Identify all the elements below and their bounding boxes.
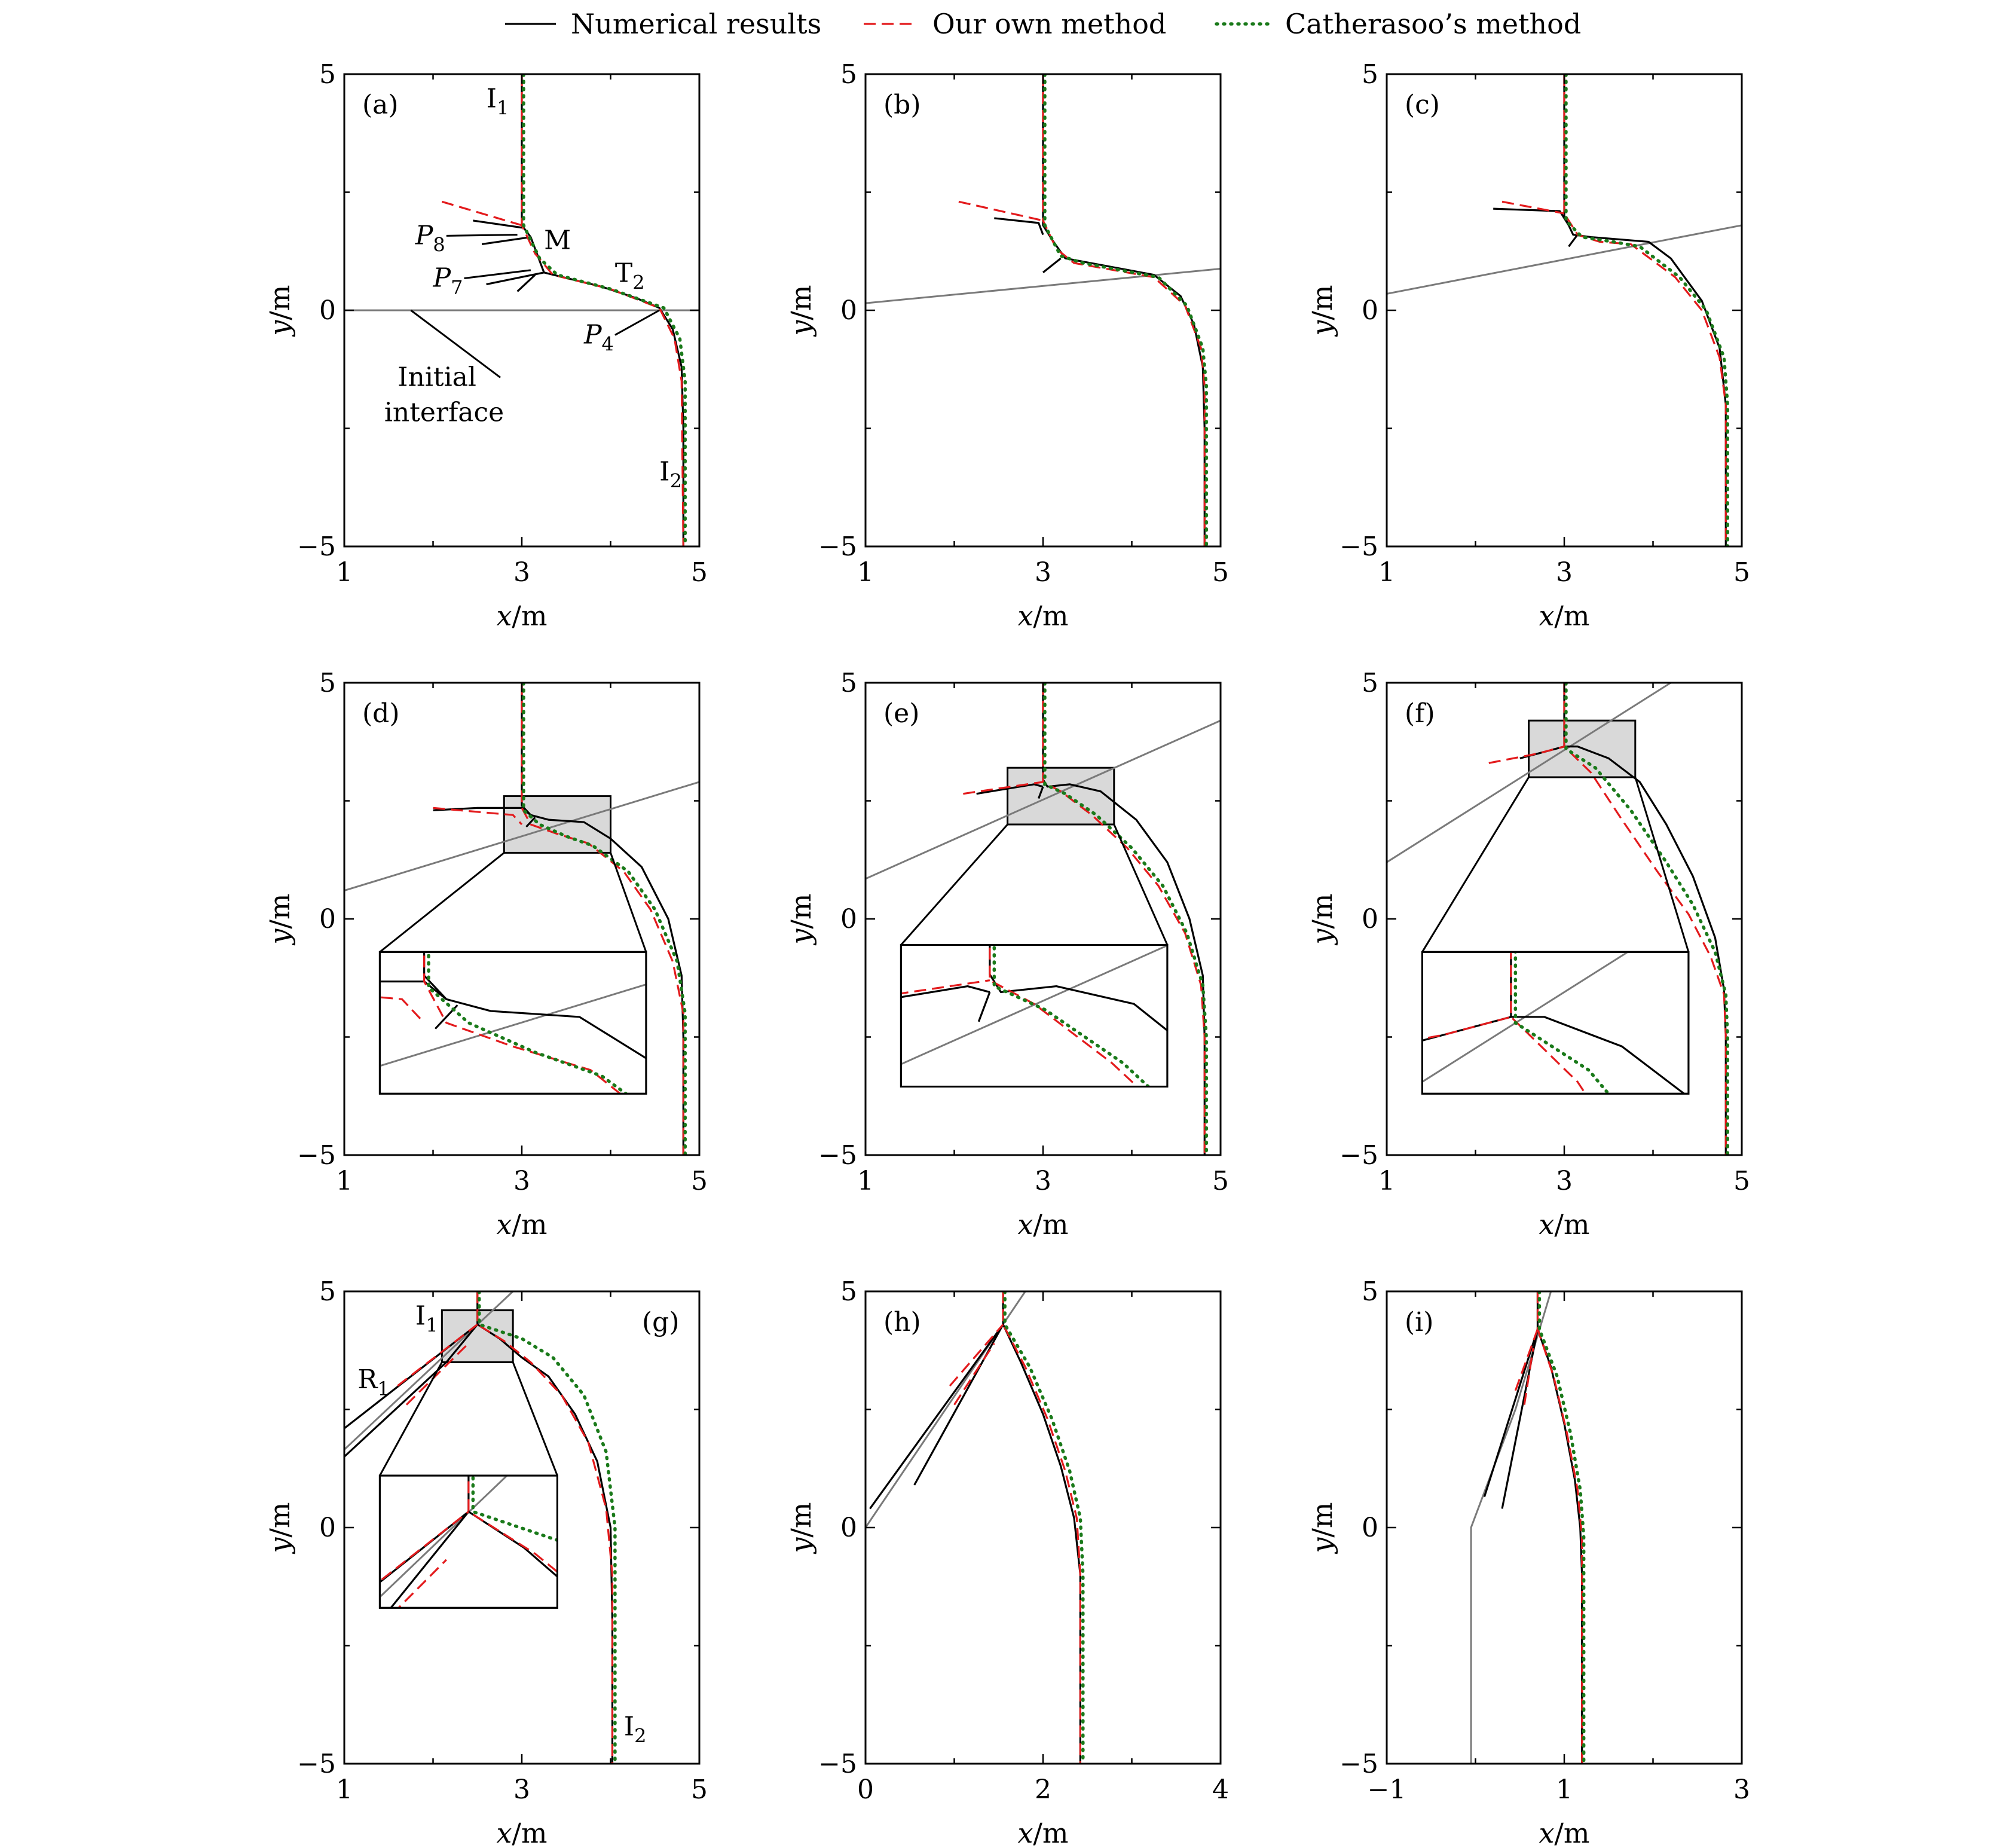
plot-area-b: [866, 74, 1221, 546]
series-ours-g-2: [406, 1343, 469, 1405]
panel-g: [136, 1276, 812, 1848]
x-axis-label-h: x/m: [1017, 1817, 1069, 1848]
series-numerical-c-2: [1568, 235, 1577, 247]
x-tick-label-b-1: 3: [1035, 557, 1051, 588]
y-tick-label-f-0: 5: [1362, 668, 1378, 698]
plot-area-i: [1471, 1291, 1584, 1764]
x-axis-label-c: x/m: [1539, 600, 1590, 632]
series-numerical-i-2: [1502, 1329, 1537, 1508]
y-tick-label-i-2: −5: [1340, 1749, 1378, 1779]
y-tick-label-b-0: 5: [840, 59, 857, 90]
x-tick-label-c-2: 5: [1733, 557, 1750, 588]
y-tick-label-g-0: 5: [319, 1276, 336, 1307]
annotation-a-4: $T_2$: [614, 258, 645, 294]
x-axis-label-f: x/m: [1539, 1208, 1590, 1241]
plot-area-c: [1387, 74, 1742, 546]
series-ours-c-0: [1564, 74, 1726, 546]
panel-label-b: (b): [883, 90, 921, 120]
inset-connector-right-e: [1114, 824, 1167, 945]
plot-area-f: [1067, 683, 1919, 1848]
panels: [0, 59, 1919, 1848]
x-axis-label-d: x/m: [496, 1208, 548, 1241]
panel-a: [264, 59, 708, 632]
x-tick-label-b-2: 5: [1212, 557, 1229, 588]
y-tick-label-d-0: 5: [319, 668, 336, 698]
x-tick-label-e-1: 3: [1035, 1166, 1051, 1196]
x-axis-label-a: x/m: [496, 600, 548, 632]
plot-area-a: [344, 74, 699, 546]
x-tick-label-a-1: 3: [513, 557, 530, 588]
plot-area-e: [546, 683, 1433, 1848]
y-tick-label-h-0: 5: [840, 1276, 857, 1307]
y-tick-label-g-2: −5: [297, 1749, 336, 1779]
series-catherasoo-c-0: [1566, 74, 1727, 546]
x-tick-label-f-0: 1: [1378, 1166, 1395, 1196]
x-axis-label-g: x/m: [496, 1817, 548, 1848]
series-numerical-d-inset-0: [424, 668, 828, 1848]
series-catherasoo-i-0: [1539, 1291, 1583, 1764]
series-ours-h-0: [1003, 1291, 1080, 1764]
series-numerical-h-2: [915, 1324, 1004, 1485]
series-numerical-h-1: [870, 1324, 1003, 1508]
y-tick-label-a-0: 5: [319, 59, 336, 90]
y-axis-label-f: y/m: [1306, 893, 1338, 945]
x-tick-label-g-0: 1: [336, 1774, 353, 1805]
series-numerical-b-0: [1043, 74, 1204, 546]
panel-label-g: (g): [642, 1307, 680, 1337]
y-tick-label-i-1: 0: [1362, 1513, 1378, 1543]
annotation-g-0: $I_1$: [415, 1300, 438, 1337]
plot-area-h: [866, 1291, 1083, 1764]
y-tick-label-c-2: −5: [1340, 532, 1378, 562]
axes-frame-i: [1387, 1291, 1742, 1764]
series-numerical-b-1: [994, 218, 1043, 235]
annotation-g-2: $I_2$: [623, 1711, 647, 1748]
y-tick-label-c-0: 5: [1362, 59, 1378, 90]
series-ours-b-0: [1043, 74, 1204, 546]
legend-label-ours: Our own method: [932, 8, 1167, 40]
x-tick-label-i-2: 3: [1733, 1774, 1750, 1805]
x-tick-label-g-1: 3: [513, 1774, 530, 1805]
x-tick-label-d-2: 5: [691, 1166, 708, 1196]
y-axis-label-c: y/m: [1306, 285, 1338, 336]
inset-content-e: [546, 732, 1433, 1848]
interface-line-i: [1471, 1291, 1551, 1764]
inset-connector-right-d: [611, 853, 646, 952]
y-tick-label-c-1: 0: [1362, 295, 1378, 326]
x-axis-label-b: x/m: [1017, 600, 1069, 632]
series-ours-d-inset-0: [424, 668, 828, 1848]
x-tick-label-e-0: 1: [857, 1166, 874, 1196]
panel-d: [0, 668, 868, 1848]
x-tick-label-h-2: 4: [1212, 1774, 1229, 1805]
panel-label-i: (i): [1405, 1307, 1434, 1337]
annotation-a-8: $I_2$: [659, 456, 682, 493]
series-ours-h-1: [950, 1324, 1003, 1386]
panel-e: [546, 668, 1433, 1848]
x-tick-label-c-0: 1: [1378, 557, 1395, 588]
x-axis-label-i: x/m: [1539, 1817, 1590, 1848]
panel-label-h: (h): [883, 1307, 921, 1337]
x-tick-label-d-1: 3: [513, 1166, 530, 1196]
y-tick-label-b-1: 0: [840, 295, 857, 326]
x-tick-label-f-2: 5: [1733, 1166, 1750, 1196]
inset-interface-line-e: [546, 827, 1433, 1223]
x-tick-label-f-1: 3: [1556, 1166, 1573, 1196]
annotation-a-0: $I_1$: [486, 83, 509, 120]
y-tick-label-f-1: 0: [1362, 904, 1378, 934]
annotation-leader-a-5: [615, 310, 659, 335]
series-numerical-b-2: [1043, 258, 1061, 273]
x-tick-label-c-1: 3: [1556, 557, 1573, 588]
inset-box-f: [1422, 952, 1689, 1093]
inset-content-d: [0, 668, 868, 1848]
axes-frame-h: [866, 1291, 1221, 1764]
x-tick-label-a-2: 5: [691, 557, 708, 588]
zoom-box-d: [504, 796, 610, 853]
inset-connector-left-e: [901, 824, 1007, 945]
y-tick-label-e-1: 0: [840, 904, 857, 934]
y-tick-label-g-1: 0: [319, 1513, 336, 1543]
y-tick-label-h-2: −5: [818, 1749, 857, 1779]
series-ours-h-2: [955, 1343, 995, 1405]
panel-label-c: (c): [1405, 90, 1440, 120]
annotation-g-1: $R_1$: [357, 1364, 390, 1400]
inset-connector-right-f: [1635, 777, 1689, 952]
series-ours-b-1: [959, 201, 1043, 221]
annotation-a-2: M: [544, 225, 571, 256]
panel-b: [785, 59, 1229, 632]
annotation-a-1: $P_8$: [415, 220, 445, 256]
y-tick-label-h-1: 0: [840, 1513, 857, 1543]
inset-connector-left-d: [380, 853, 504, 952]
x-tick-label-i-0: −1: [1367, 1774, 1406, 1805]
legend-label-catherasoo: Catherasoo’s method: [1285, 8, 1582, 40]
legend: [505, 8, 1581, 40]
y-tick-label-e-0: 5: [840, 668, 857, 698]
annotation-a-7: interface: [384, 397, 504, 428]
x-tick-label-i-1: 1: [1556, 1774, 1573, 1805]
x-tick-label-h-1: 2: [1035, 1774, 1051, 1805]
y-axis-label-d: y/m: [264, 893, 296, 945]
y-tick-label-i-0: 5: [1362, 1276, 1378, 1307]
inset-connector-left-f: [1422, 777, 1528, 952]
annotation-a-5: $P_4$: [583, 319, 614, 356]
y-axis-label-g: y/m: [264, 1502, 296, 1553]
series-catherasoo-h-0: [1005, 1291, 1083, 1764]
y-tick-label-d-1: 0: [319, 904, 336, 934]
x-axis-label-e: x/m: [1017, 1208, 1069, 1241]
y-tick-label-a-1: 0: [319, 295, 336, 326]
panel-label-a: (a): [362, 90, 399, 120]
legend-label-numerical: Numerical results: [571, 8, 822, 40]
y-axis-label-i: y/m: [1306, 1502, 1338, 1553]
panel-h: [785, 1276, 1229, 1848]
y-axis-label-a: y/m: [264, 285, 296, 336]
inset-interface-line-g: [136, 1428, 557, 1831]
panel-f: [1067, 668, 1919, 1848]
series-numerical-h-0: [1003, 1291, 1080, 1764]
series-numerical-i-1: [1484, 1329, 1537, 1496]
x-tick-label-d-0: 1: [336, 1166, 353, 1196]
y-axis-label-b: y/m: [785, 285, 817, 336]
series-ours-g-inset-2: [291, 1560, 447, 1716]
y-tick-label-b-2: −5: [818, 532, 857, 562]
x-tick-label-h-0: 0: [857, 1774, 874, 1805]
y-tick-label-d-2: −5: [297, 1140, 336, 1171]
y-axis-label-e: y/m: [785, 893, 817, 945]
series-numerical-a-2: [482, 237, 531, 245]
x-tick-label-g-2: 5: [691, 1774, 708, 1805]
y-tick-label-f-2: −5: [1340, 1140, 1378, 1171]
plot-area-d: [0, 668, 868, 1848]
series-ours-i-0: [1537, 1291, 1582, 1764]
panel-label-f: (f): [1405, 698, 1435, 729]
panel-c: [1306, 59, 1750, 632]
annotation-a-6: Initial: [397, 362, 476, 393]
annotation-leader-a-1: [447, 235, 518, 236]
series-numerical-i-0: [1537, 1291, 1582, 1764]
annotation-a-3: $P_7$: [433, 262, 463, 299]
series-catherasoo-b-0: [1045, 74, 1206, 546]
x-tick-label-e-2: 5: [1212, 1166, 1229, 1196]
y-axis-label-h: y/m: [785, 1502, 817, 1553]
panel-i: [1306, 1276, 1750, 1848]
inset-box-d: [380, 952, 646, 1093]
y-tick-label-e-2: −5: [818, 1140, 857, 1171]
y-tick-label-a-2: −5: [297, 532, 336, 562]
panel-label-d: (d): [362, 698, 400, 729]
panel-label-e: (e): [883, 698, 920, 729]
x-tick-label-b-0: 1: [857, 557, 874, 588]
x-tick-label-a-0: 1: [336, 557, 353, 588]
